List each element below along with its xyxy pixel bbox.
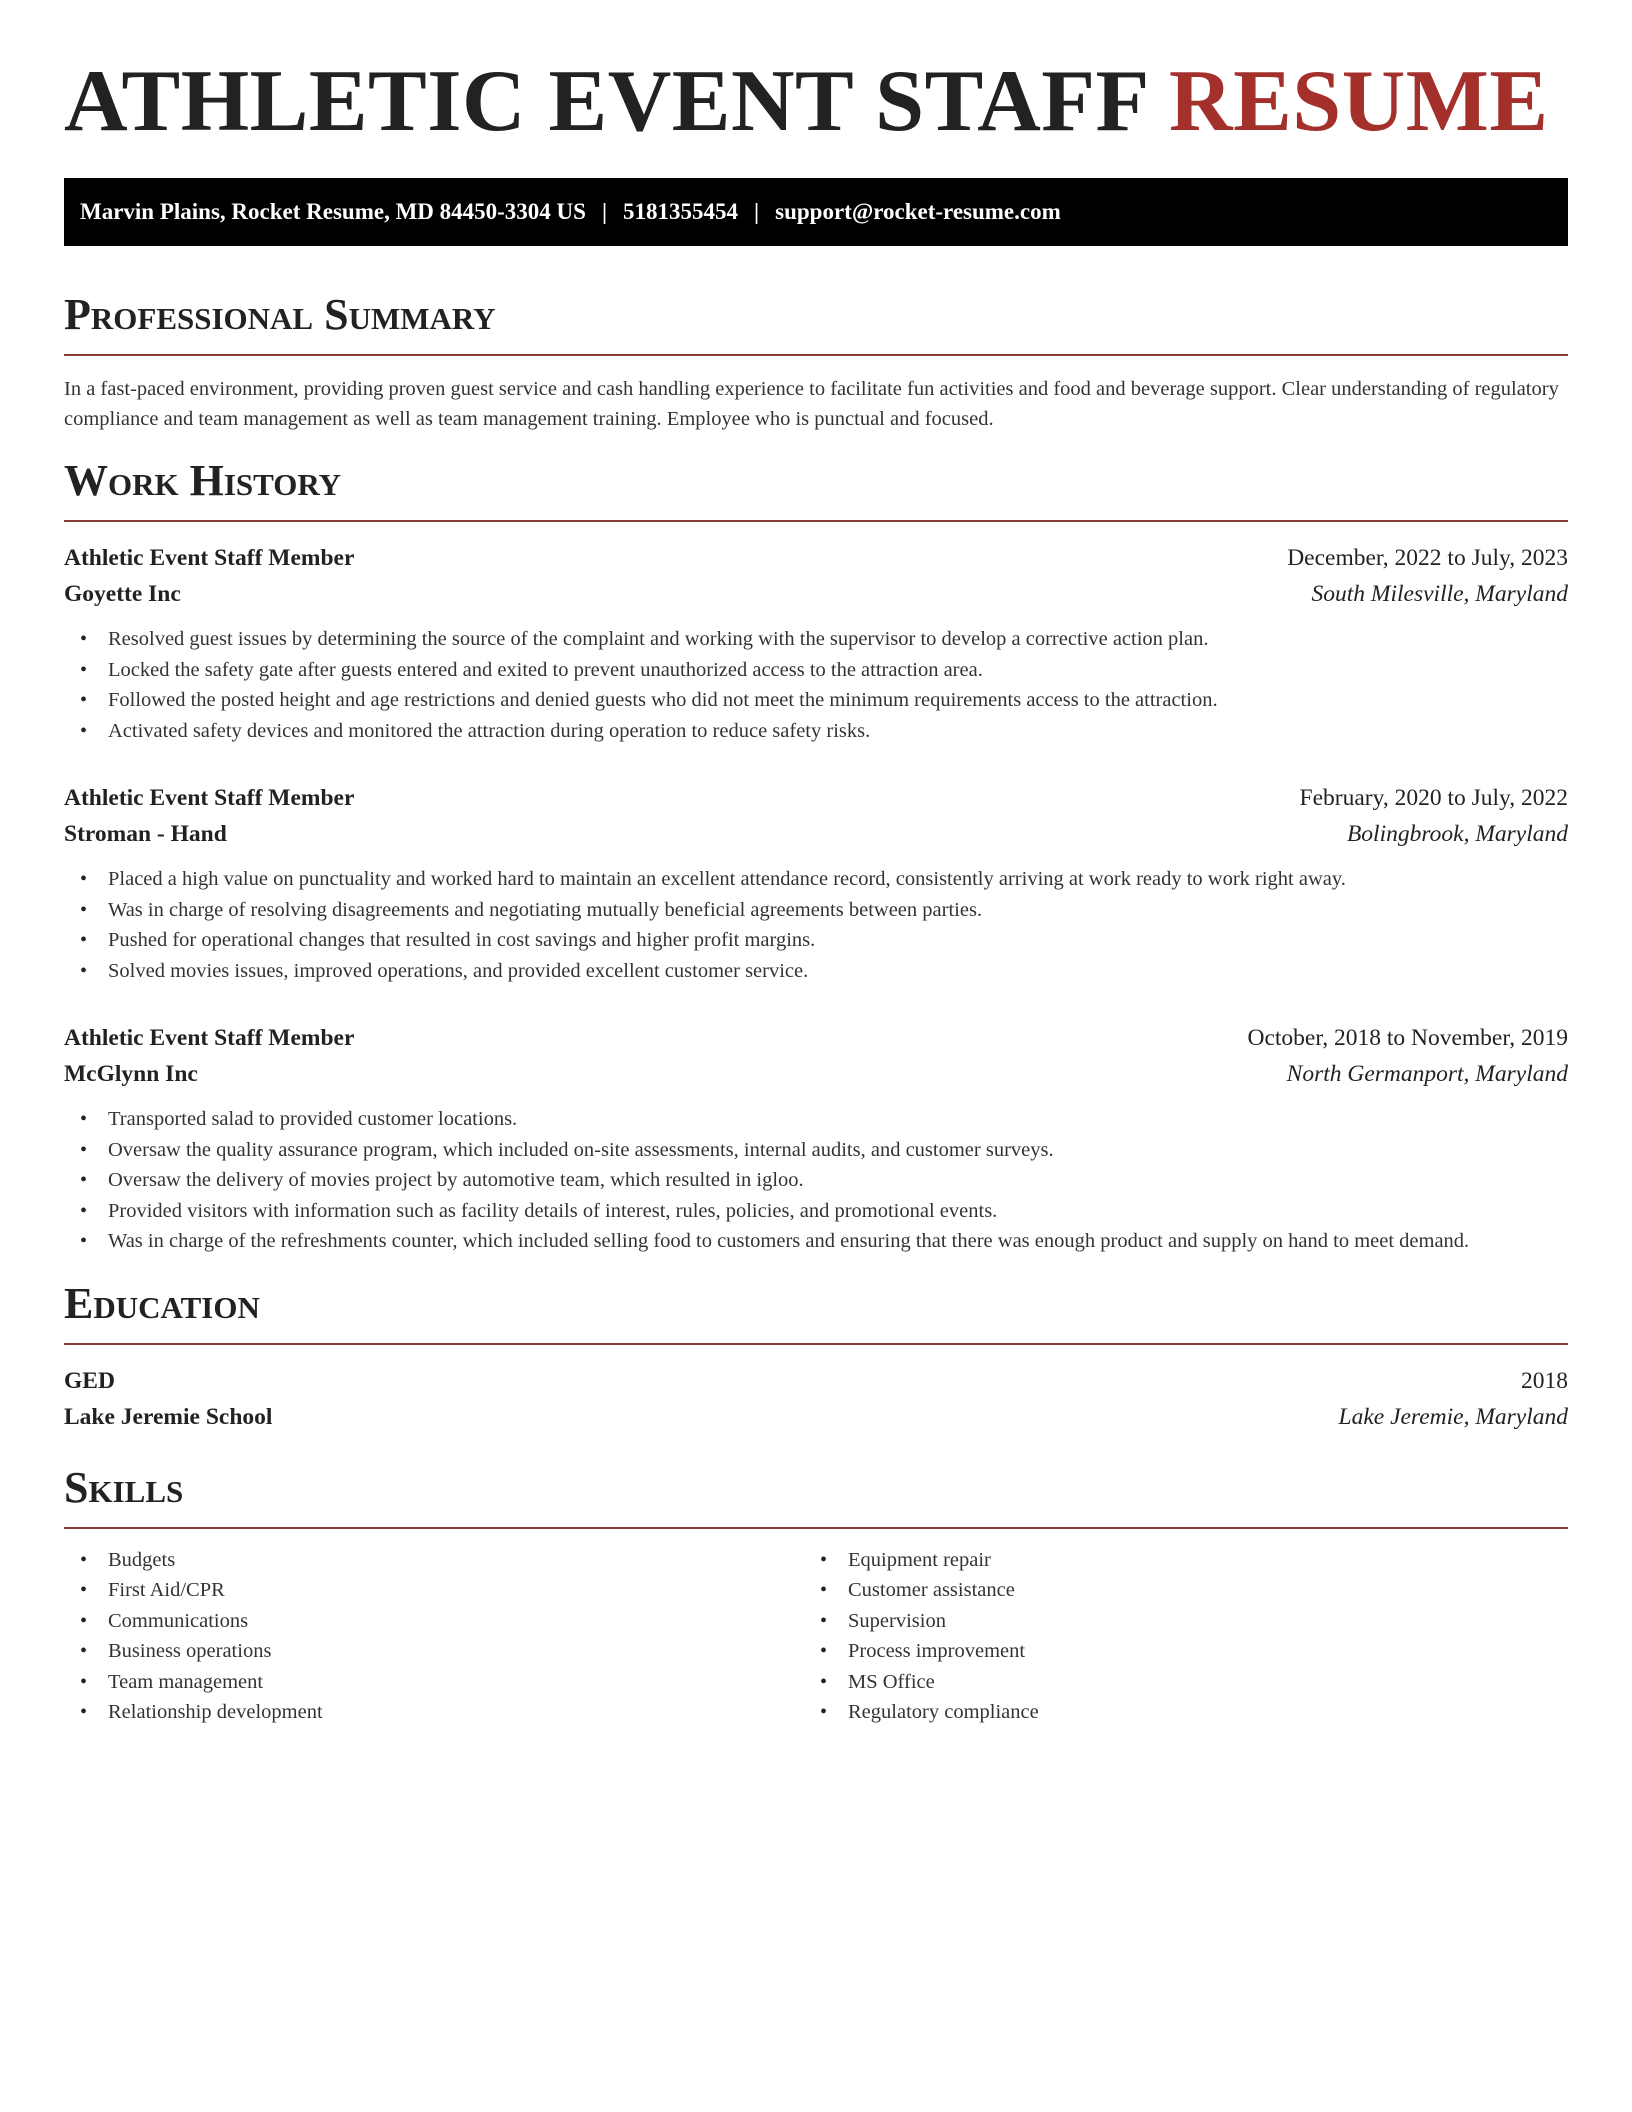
resume-title xyxy=(64,0,1568,152)
section-heading-work-history: Work History xyxy=(64,456,342,505)
list-item: • Equipment repair xyxy=(804,1545,1544,1576)
list-item: • Provided visitors with information such as facility details of interest, rules, policies, and promotional events. xyxy=(64,1196,1568,1227)
contact-separator: | xyxy=(601,199,608,224)
job-duties xyxy=(64,864,1568,986)
list-item: • Budgets xyxy=(64,1545,804,1576)
job-entry xyxy=(64,1020,1568,1257)
section-divider xyxy=(64,1527,1568,1529)
list-item: • Locked the safety gate after guests entered and exited to prevent unauthorized access to the attraction area. xyxy=(64,655,1568,686)
job-duties xyxy=(64,624,1568,746)
section-heading-skills: Skills xyxy=(64,1462,184,1512)
list-item: • Pushed for operational changes that resulted in cost savings and higher profit margins. xyxy=(64,925,1568,956)
job-entry xyxy=(64,540,1568,746)
list-item: • Supervision xyxy=(804,1606,1544,1637)
education-degree-row xyxy=(64,1363,1568,1399)
list-item: • Process improvement xyxy=(804,1636,1544,1667)
list-item: • Oversaw the quality assurance program, which included on-site assessments, internal audits, and customer surveys. xyxy=(64,1135,1568,1166)
job-header-row xyxy=(64,540,1568,576)
job-company-row xyxy=(64,816,1568,852)
job-company-row xyxy=(64,1056,1568,1092)
education-school-row xyxy=(64,1399,1568,1435)
section-divider xyxy=(64,354,1568,356)
list-item: • MS Office xyxy=(804,1667,1544,1698)
section-heading-education: Education xyxy=(64,1278,260,1328)
contact-phone: 5181355454 xyxy=(623,199,739,224)
work-history-section xyxy=(64,456,1568,1257)
education-entry xyxy=(64,1363,1568,1435)
list-item: • Relationship development xyxy=(64,1697,804,1728)
job-company: McGlynn Inc xyxy=(64,1061,198,1087)
section-divider xyxy=(64,520,1568,522)
list-item: • Activated safety devices and monitored the attraction during operation to reduce safety risks. xyxy=(64,716,1568,747)
job-title: Athletic Event Staff Member xyxy=(64,1025,355,1051)
skills-section xyxy=(64,1463,1568,1728)
list-item: • Transported salad to provided customer locations. xyxy=(64,1104,1568,1135)
summary-text: In a fast-paced environment, providing proven guest service and cash handling experience to facilitate fun activities and food and beverage support. Clear understanding of regulatory compliance and team management as well as team management training. Employee who is punctual and focused. xyxy=(64,378,1559,430)
list-item: • Was in charge of resolving disagreements and negotiating mutually beneficial agreements between parties. xyxy=(64,895,1568,926)
list-item: • Was in charge of the refreshments counter, which included selling food to customers and ensuring that there was enough product and supply on hand to meet demand. xyxy=(64,1226,1568,1257)
skills-column-right xyxy=(804,1545,1544,1728)
contact-email: support@rocket-resume.com xyxy=(775,199,1061,224)
job-entry xyxy=(64,780,1568,986)
job-duties xyxy=(64,1104,1568,1257)
education-section xyxy=(64,1279,1568,1435)
list-item: • Resolved guest issues by determining the source of the complaint and working with the supervisor to develop a corrective action plan. xyxy=(64,624,1568,655)
job-title: Athletic Event Staff Member xyxy=(64,785,355,811)
job-location: Bolingbrook, Maryland xyxy=(1346,821,1568,847)
skills-columns xyxy=(64,1545,1568,1728)
job-header-row xyxy=(64,1020,1568,1056)
list-item: • Placed a high value on punctuality and worked hard to maintain an excellent attendance record, consistently arriving at work ready to work right away. xyxy=(64,864,1568,895)
contact-address: Marvin Plains, Rocket Resume, MD 84450-3304 US xyxy=(80,199,586,224)
list-item: • Solved movies issues, improved operations, and provided excellent customer service. xyxy=(64,956,1568,987)
list-item: • Followed the posted height and age restrictions and denied guests who did not meet the minimum requirements access to the attraction. xyxy=(64,685,1568,716)
job-header-row xyxy=(64,780,1568,816)
education-degree: GED xyxy=(64,1367,115,1394)
list-item: • Oversaw the delivery of movies project by automotive team, which resulted in igloo. xyxy=(64,1165,1568,1196)
job-company: Goyette Inc xyxy=(64,581,181,607)
section-heading-summary: Professional Summary xyxy=(64,290,496,339)
job-title: Athletic Event Staff Member xyxy=(64,545,355,571)
skills-column-left xyxy=(64,1545,804,1728)
education-school: Lake Jeremie School xyxy=(64,1403,273,1430)
title-accent: RESUME xyxy=(1169,53,1549,150)
list-item: • First Aid/CPR xyxy=(64,1575,804,1606)
list-item: • Regulatory compliance xyxy=(804,1697,1544,1728)
job-location: North Germanport, Maryland xyxy=(1286,1061,1568,1087)
section-divider xyxy=(64,1343,1568,1345)
contact-separator: | xyxy=(754,199,760,224)
job-location: South Milesville, Maryland xyxy=(1311,581,1568,607)
job-dates: October, 2018 to November, 2019 xyxy=(1247,1025,1568,1051)
job-dates: February, 2020 to July, 2022 xyxy=(1299,785,1568,811)
list-item: • Business operations xyxy=(64,1636,804,1667)
contact-bar xyxy=(64,178,1568,246)
list-item: • Team management xyxy=(64,1667,804,1698)
list-item: • Customer assistance xyxy=(804,1575,1544,1606)
education-year: 2018 xyxy=(1521,1367,1568,1394)
job-company-row xyxy=(64,576,1568,612)
title-main: ATHLETIC EVENT STAFF xyxy=(64,53,1147,150)
summary-section xyxy=(64,290,1568,434)
list-item: • Communications xyxy=(64,1606,804,1637)
job-dates: December, 2022 to July, 2023 xyxy=(1287,545,1568,571)
job-company: Stroman - Hand xyxy=(64,821,227,847)
education-location: Lake Jeremie, Maryland xyxy=(1338,1403,1568,1430)
